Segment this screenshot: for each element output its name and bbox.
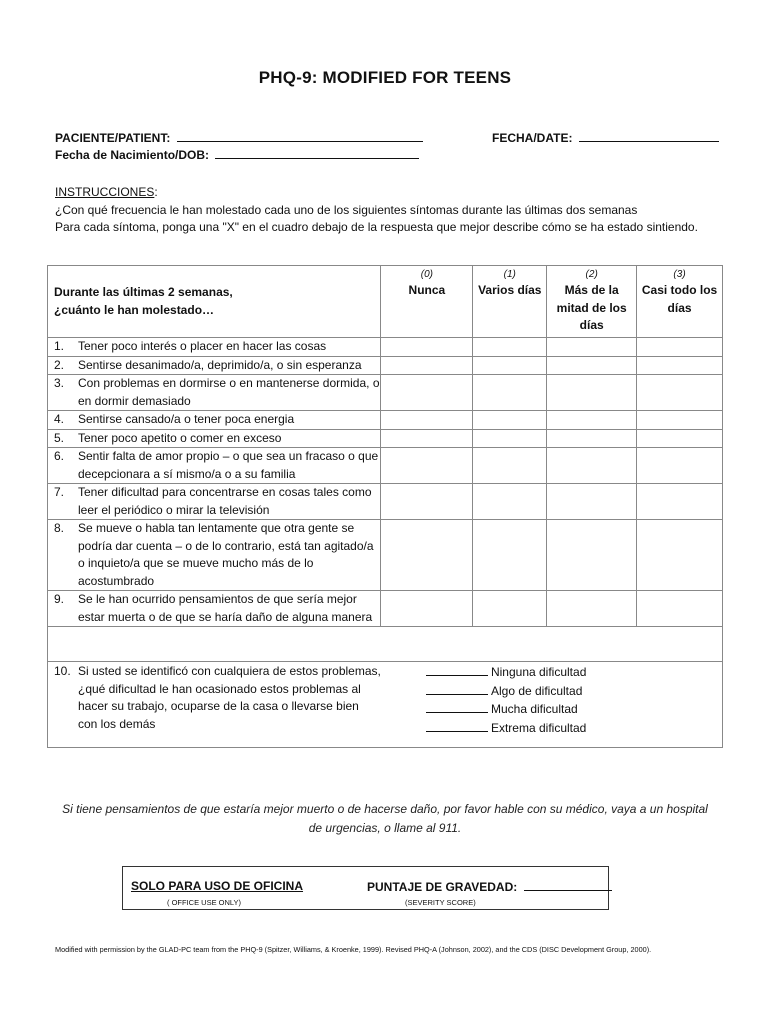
answer-box-0[interactable]	[381, 448, 473, 484]
answer-box-0[interactable]	[381, 411, 473, 430]
question-header-line1: Durante las últimas 2 semanas,	[54, 285, 233, 299]
column-label: Varios días	[478, 283, 542, 297]
question-number: 10.	[54, 664, 71, 678]
question-text: Tener poco apetito o comer en exceso	[78, 430, 282, 445]
answer-box-3[interactable]	[637, 411, 723, 430]
question-text: Sentirse desanimado/a, deprimido/a, o sin esperanza	[78, 357, 362, 372]
date-field[interactable]	[579, 130, 719, 142]
office-use-label-en: ( OFFICE USE ONLY)	[167, 898, 242, 907]
q10-option-label: Extrema dificultad	[490, 720, 587, 735]
answer-box-3[interactable]	[637, 356, 723, 375]
answer-box-3[interactable]	[637, 520, 723, 591]
patient-row	[55, 130, 423, 146]
table-row	[48, 429, 723, 448]
instructions	[55, 184, 715, 237]
column-label: Nunca	[408, 283, 446, 297]
column-label: Casi todo los días	[641, 283, 718, 315]
question-cell	[48, 429, 381, 448]
question-text: Se mueve o habla tan lentamente que otra gente se podría dar cuenta – o de lo contrario, está tan agitado/a o inquieto/a que se mueve mucho más de lo acostumbrado	[78, 521, 374, 588]
question-number: 9.	[54, 592, 65, 606]
table-row	[48, 375, 723, 411]
table-row	[48, 520, 723, 591]
answer-box-2[interactable]	[547, 429, 637, 448]
column-header-0	[381, 266, 473, 338]
q10-row	[48, 662, 723, 748]
question-cell	[48, 375, 381, 411]
answer-box-0[interactable]	[381, 429, 473, 448]
answer-box-2[interactable]	[547, 448, 637, 484]
severity-score-row	[367, 879, 612, 894]
answer-box-1[interactable]	[473, 356, 547, 375]
question-cell	[48, 484, 381, 520]
answer-box-0[interactable]	[381, 338, 473, 357]
q10-option-label: Ninguna dificultad	[490, 665, 587, 679]
answer-box-0[interactable]	[381, 484, 473, 520]
answer-box-2[interactable]	[547, 520, 637, 591]
answer-box-3[interactable]	[637, 375, 723, 411]
answer-box-1[interactable]	[473, 429, 547, 448]
dob-row	[55, 147, 419, 163]
spacer-row	[48, 627, 723, 662]
table-row	[48, 356, 723, 375]
answer-box-1[interactable]	[473, 338, 547, 357]
question-number: 5.	[54, 430, 65, 445]
answer-box-2[interactable]	[547, 375, 637, 411]
question-text: Si usted se identificó con cualquiera de estos problemas, ¿qué dificultad le han ocasionado estos problemas al hacer su trabajo, ocuparse de la casa o llevarse bien con los demás	[78, 664, 381, 731]
question-number: 7.	[54, 485, 65, 499]
answer-box-1[interactable]	[473, 591, 547, 627]
column-label: Más de la mitad de los días	[556, 283, 627, 332]
table-header-row	[48, 266, 723, 338]
instructions-colon: :	[154, 185, 158, 199]
question-text: Tener dificultad para concentrarse en cosas tales como leer el periódico o mirar la televisión	[78, 485, 372, 517]
q10-option[interactable]	[426, 719, 722, 738]
question-number: 3.	[54, 376, 65, 390]
symptom-table	[47, 265, 723, 748]
question-cell	[48, 591, 381, 627]
q10-option[interactable]	[426, 700, 722, 719]
answer-box-1[interactable]	[473, 520, 547, 591]
patient-field[interactable]	[177, 130, 423, 142]
answer-box-1[interactable]	[473, 411, 547, 430]
table-row	[48, 411, 723, 430]
answer-box-2[interactable]	[547, 484, 637, 520]
office-use-label: SOLO PARA USO DE OFICINA	[131, 879, 304, 893]
question-text: Sentirse cansado/a o tener poca energia	[78, 412, 295, 426]
answer-box-2[interactable]	[547, 591, 637, 627]
patient-label: PACIENTE/PATIENT:	[55, 131, 171, 145]
answer-box-0[interactable]	[381, 591, 473, 627]
column-code: (1)	[503, 269, 516, 280]
answer-box-3[interactable]	[637, 484, 723, 520]
question-text: Sentir falta de amor propio – o que sea un fracaso o que decepcionara a sí mismo/a o a su familia	[78, 449, 379, 481]
answer-box-3[interactable]	[637, 338, 723, 357]
question-cell	[48, 356, 381, 375]
answer-box-0[interactable]	[381, 520, 473, 591]
column-header-3	[637, 266, 723, 338]
column-header-1	[473, 266, 547, 338]
dob-label: Fecha de Nacimiento/DOB:	[55, 148, 210, 162]
date-row	[492, 130, 719, 146]
q10-question-cell	[48, 662, 381, 748]
answer-box-2[interactable]	[547, 338, 637, 357]
column-code: (2)	[585, 269, 598, 280]
form-title: PHQ-9: MODIFIED FOR TEENS	[258, 68, 512, 87]
question-cell	[48, 338, 381, 357]
answer-box-1[interactable]	[473, 375, 547, 411]
answer-box-3[interactable]	[637, 591, 723, 627]
column-header-2	[547, 266, 637, 338]
office-use-box	[122, 866, 609, 910]
question-number: 1.	[54, 339, 65, 353]
severity-score-en: (SEVERITY SCORE)	[405, 898, 476, 907]
answer-box-2[interactable]	[547, 356, 637, 375]
table-row	[48, 484, 723, 520]
answer-box-3[interactable]	[637, 429, 723, 448]
q10-options	[381, 662, 723, 748]
q10-option-label: Algo de dificultad	[490, 683, 583, 698]
answer-box-0[interactable]	[381, 356, 473, 375]
date-label: FECHA/DATE:	[492, 131, 573, 145]
question-number: 6.	[54, 449, 65, 463]
spacer-cell	[48, 627, 723, 662]
question-header	[48, 266, 381, 338]
question-text: Tener poco interés o placer en hacer las cosas	[78, 339, 327, 353]
table-row	[48, 591, 723, 627]
dob-field[interactable]	[215, 147, 419, 159]
answer-box-0[interactable]	[381, 375, 473, 411]
footer-citation: Modified with permission by the GLAD-PC team from the PHQ-9 (Spitzer, Williams, & Kroenke, 1999). Revised PHQ-A (Johnson, 2002), and the CDS (DISC Development Group, 2000).	[55, 945, 652, 954]
severity-score-label: PUNTAJE DE GRAVEDAD:	[367, 880, 518, 894]
column-code: (0)	[420, 269, 434, 280]
answer-box-1[interactable]	[473, 448, 547, 484]
question-header-line2: ¿cuánto le han molestado…	[54, 302, 215, 317]
instructions-line2: Para cada síntoma, ponga una "X" en el cuadro debajo de la respuesta que mejor describe cómo se ha estado sintiendo.	[55, 220, 698, 234]
question-number: 4.	[54, 412, 65, 426]
q10-option-label: Mucha dificultad	[490, 702, 578, 716]
question-cell	[48, 448, 381, 484]
question-number: 8.	[54, 521, 65, 535]
table-row	[48, 448, 723, 484]
instructions-heading: INSTRUCCIONES	[55, 185, 155, 199]
column-code: (3)	[673, 269, 686, 280]
table-row	[48, 338, 723, 357]
q10-option[interactable]	[426, 663, 722, 682]
q10-option[interactable]	[426, 682, 722, 701]
answer-box-3[interactable]	[637, 448, 723, 484]
question-cell	[48, 520, 381, 591]
safety-warning: Si tiene pensamientos de que estaría mejor muerto o de hacerse daño, por favor hable con su médico, vaya a un hospital de urgencias, o llame al 911.	[62, 802, 708, 835]
question-text: Con problemas en dormirse o en mantenerse dormida, o en dormir demasiado	[78, 376, 380, 408]
answer-box-1[interactable]	[473, 484, 547, 520]
answer-box-2[interactable]	[547, 411, 637, 430]
instructions-line1: ¿Con qué frecuencia le han molestado cada uno de los siguientes síntomas durante las últimas dos semanas	[55, 202, 638, 217]
question-text: Se le han ocurrido pensamientos de que sería mejor estar muerta o de que se haría daño de alguna manera	[78, 592, 373, 624]
severity-score-field[interactable]	[524, 879, 612, 891]
question-number: 2.	[54, 357, 65, 372]
question-cell	[48, 411, 381, 430]
